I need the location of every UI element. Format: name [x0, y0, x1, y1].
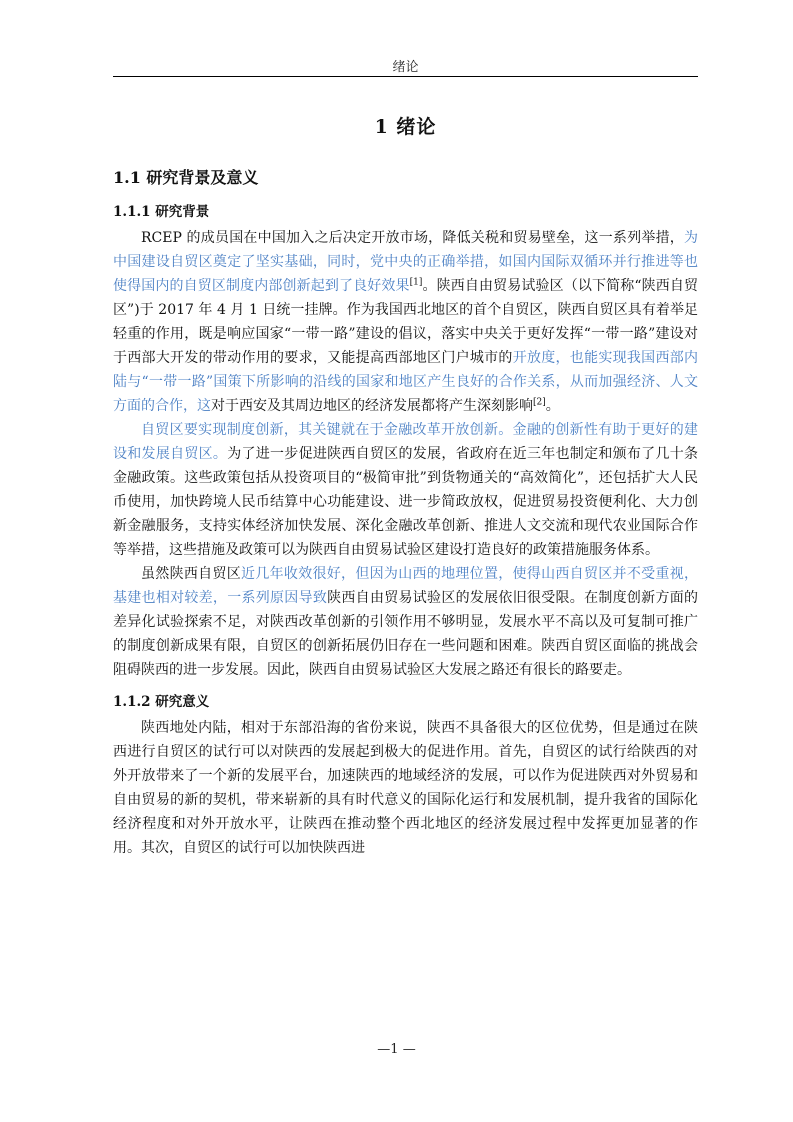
spacer — [113, 682, 698, 690]
citation-ref: [2] — [533, 397, 546, 408]
text-run: RCEP 的成员国在中国加入之后决定开放市场，降低关税和贸易壁垒，这一系列举措， — [141, 230, 684, 246]
page-body — [113, 112, 698, 860]
paragraph-background-3 — [113, 562, 698, 682]
paragraph-significance-1: 陕西地处内陆，相对于东部沿海的省份来说，陕西不具备很大的区位优势，但是通过在陕西进行自贸区的试行可以对陕西的发展起到极大的促进作用。首先，自贸区的试行给陕西的对外开放带来了一个新的发展平台，加速陕西的地域经济的发展，可以作为促进陕西对外贸易和自由贸易的新的契机，带来崭新的具有时代意义的国际化运行和发展机制，提升我省的国际化经济程度和对外开放水平，让陕西在推动整个西北地区的经济发展过程中发挥更加显著的作用。其次，自贸区的试行可以加快陕西进 — [113, 720, 698, 856]
subsection-title-significance: 1.1.2 研究意义 — [113, 694, 210, 710]
text-run: 为了进一步促进陕西自贸区的发展，省政府在近三年也制定和颁布了几十条金融政策。这些政策包括从投资项目的“极简审批”到货物通关的“高效简化”，还包括扩大人民币使用，加快跨境人民币结算中心功能建设、进一步简政放权，促进贸易投资便利化、大力创新金融服务，支持实体经济加快发展、深化金融改革创新、推进人文交流和现代农业国际合作等举措，这些措施及政策可以为陕西自由贸易试验区建设打造良好的政策措施服务体系。 — [113, 446, 699, 558]
paragraph-background-1 — [113, 226, 698, 418]
highlighted-text: 开放度，也能实现我国西部内陆与“一带一路”国策下所影响的沿线的国家和地区产生良好的合作关系，从而加强经济、人文方面的合作，这 — [113, 350, 699, 414]
text-run: 。 — [545, 398, 560, 414]
text-run: 虽然陕西自贸区 — [141, 566, 242, 582]
chapter-title: 1 绪论 — [374, 116, 437, 138]
text-run: 陕西自由贸易试验区的发展依旧很受限。在制度创新方面的差异化试验探索不足，对陕西改革创新的引领作用不够明显，发展水平不高以及可复制可推广的制度创新成果有限，自贸区的创新拓展仍旧存在一些问题和困难。陕西自贸区面临的挑战会阻碍陕西的进一步发展。因此，陕西自由贸易试验区大发展之路还有很长的路要走。 — [113, 590, 698, 678]
running-header: 绪论 — [392, 60, 419, 75]
highlighted-text: 自贸区要实现制度创新，其关键就在于金融改革开放创新。金融的创新性有助于更好的建设和发展自贸区。 — [113, 422, 698, 462]
header-rule — [113, 76, 698, 77]
paragraph-background-2 — [113, 418, 698, 562]
highlighted-text: 为中国建设自贸区奠定了坚实基础，同时，党中央的正确举措，如国内国际双循环并行推进等也使得国内的自贸区制度内部创新起到了良好效果 — [113, 230, 698, 294]
section-title: 1.1 研究背景及意义 — [113, 168, 259, 187]
highlighted-text: 近几年收效很好，但因为山西的地理位置，使得山西自贸区并不受重视，基建也相对较差，一系列原因导致 — [113, 566, 699, 606]
text-run: 对于西安及其周边地区的经济发展都将产生深刻影响 — [211, 398, 533, 414]
text-run: 。陕西自由贸易试验区（以下简称“陕西自贸区”)于 2017 年 4 月 1 日统一挂牌。作为我国西北地区的首个自贸区，陕西自贸区具有着举足轻重的作用，既是响应国家“一带一路”建设的倡议，落实中央关于更好发挥“一带一路”建设对于西部大开发的带动作用的要求，又能提高西部地区门户城市的 — [113, 278, 699, 366]
subsection-title-background: 1.1.1 研究背景 — [113, 204, 210, 220]
page-number: —1 — — [377, 1042, 416, 1057]
citation-ref: [1] — [409, 277, 423, 288]
